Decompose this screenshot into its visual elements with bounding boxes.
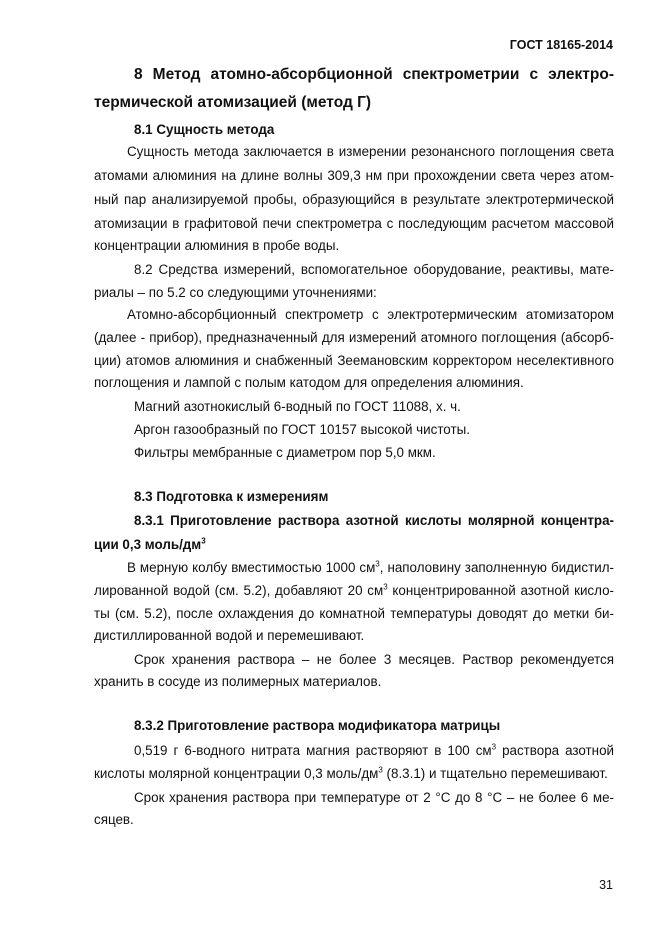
superscript-3: 3: [201, 536, 206, 546]
s82-line-8: Аргон газообразный по ГОСТ 10157 высокой чистоты.: [134, 422, 470, 437]
s82-line-5: ции) атомов алюминия и снабженный Зеемановским корректором неселективного: [94, 353, 614, 368]
superscript-3: 3: [375, 559, 380, 569]
s831-p1-line-2-b: концентрированной азотной кисло-: [387, 583, 614, 598]
s831-heading-text: ции 0,3 моль/дм: [94, 537, 202, 552]
s832-line-1-a: 0,519 г 6-водного нитрата магния растворяют в 100 см: [134, 743, 492, 758]
s81-line-4: атомизации в графитовой печи спектрометра с последующим расчетом массовой: [94, 216, 614, 231]
s831-p1-line-3: ты (см. 5.2), после охлаждения до комнатной температуры доводят до метки би-: [94, 606, 614, 621]
s831-p1-line-2: [94, 582, 614, 600]
s832-line-2-b: (8.3.1) и тщательно перемешивают.: [382, 766, 608, 781]
superscript-3: 3: [491, 742, 497, 752]
superscript-3: 3: [383, 582, 388, 592]
section-8-title-line-1: 8 Метод атомно-абсорбционной спектрометрии с электро-: [134, 66, 614, 83]
section-8-1-heading: 8.1 Сущность метода: [134, 122, 275, 137]
standard-number: ГОСТ 18165-2014: [509, 38, 613, 52]
s832-line-2: [94, 765, 608, 783]
s831-p1-line-2-a: лированной водой (см. 5.2), добавляют 20 см: [94, 583, 384, 598]
section-8-3-heading: 8.3 Подготовка к измерениям: [134, 489, 329, 504]
s82-line-6: поглощения и лампой с полым катодом для определения алюминия.: [94, 375, 524, 390]
s82-line-2: риалы – по 5.2 со следующими уточнениями:: [94, 285, 377, 300]
s82-line-1: 8.2 Средства измерений, вспомогательное оборудование, реактивы, мате-: [134, 262, 614, 277]
superscript-3: 3: [378, 765, 383, 775]
s832-line-1-b: раствора азотной: [496, 743, 614, 758]
s81-line-2: атомами алюминия на длине волны 309,3 нм при прохождении света через атом-: [94, 168, 614, 183]
page-number: 31: [599, 878, 613, 892]
s832-line-3: Срок хранения раствора при температуре от 2 °С до 8 °С – не более 6 ме-: [134, 790, 614, 805]
s831-p1-line-1-b: , наполовину заполненную бидистил-: [379, 560, 614, 575]
section-8-3-2-heading: 8.3.2 Приготовление раствора модификатора матрицы: [134, 718, 501, 733]
s831-p2-line-2: хранить в сосуде из полимерных материалов.: [94, 674, 382, 689]
s81-line-5: концентрации алюминия в пробе воды.: [94, 238, 340, 253]
s832-line-1: [134, 742, 614, 760]
s81-line-1: Сущность метода заключается в измерении резонансного поглощения света: [127, 144, 614, 159]
s82-line-4: (далее - прибор), предназначенный для измерений атомного поглощения (абсорб-: [94, 330, 614, 345]
s831-p1-line-1: [127, 559, 614, 577]
s831-heading-line-1: 8.3.1 Приготовление раствора азотной кислоты молярной концентра-: [134, 513, 614, 528]
s832-line-2-a: кислоты молярной концентрации 0,3 моль/дм: [94, 766, 379, 781]
s81-line-3: ный пар анализируемой пробы, образующийся в результате электротермической: [94, 192, 614, 207]
section-8-title-line-2: термической атомизацией (метод Г): [94, 94, 372, 111]
s831-heading-line-2: [94, 536, 206, 554]
s82-line-3: Атомно-абсорбционный спектрометр с электротермическим атомизатором: [127, 307, 614, 322]
s832-line-4: сяцев.: [94, 812, 134, 827]
s82-line-9: Фильтры мембранные с диаметром пор 5,0 мкм.: [134, 445, 436, 460]
s831-p1-line-1-a: В мерную колбу вместимостью 1000 см: [127, 560, 376, 575]
s831-p2-line-1: Срок хранения раствора – не более 3 месяцев. Раствор рекомендуется: [134, 652, 614, 667]
s831-p1-line-4: дистиллированной водой и перемешивают.: [94, 628, 365, 643]
s82-line-7: Магний азотнокислый 6-водный по ГОСТ 11088, х. ч.: [134, 399, 461, 414]
